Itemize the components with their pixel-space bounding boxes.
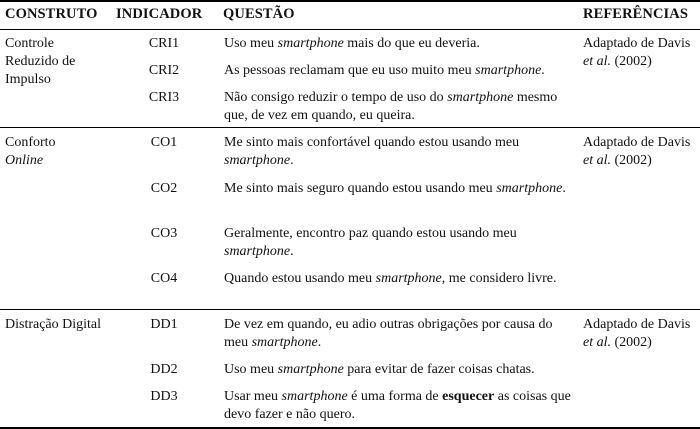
group-divider	[0, 127, 700, 128]
group-divider	[0, 309, 700, 310]
header-references: REFERÊNCIAS	[583, 6, 689, 22]
header-construct: CONSTRUTO	[5, 6, 98, 22]
question-text: Me sinto mais confortável quando estou usando meu smartphone.	[224, 135, 520, 168]
indicator-code: CO4	[150, 271, 178, 286]
question-text: Me sinto mais seguro quando estou usando meu smartphone.	[224, 181, 566, 196]
indicator-code: DD2	[150, 362, 178, 377]
indicator-code: DD3	[150, 389, 178, 404]
header-indicator: INDICADOR	[116, 6, 203, 22]
question-text: As pessoas reclamam que eu uso muito meu smartphone.	[224, 63, 545, 78]
reference-cell: Adaptado de Davis et al. (2002)	[583, 135, 691, 168]
construct-cell: Distração Digital	[5, 317, 102, 332]
indicator-code: CO1	[150, 135, 178, 150]
question-text: Não consigo reduzir o tempo de uso do smartphone mesmo que, de vez em quando, eu queira.	[224, 90, 558, 123]
question-text: Usar meu smartphone é uma forma de esquecer as coisas que devo fazer e não quero.	[224, 389, 571, 422]
indicator-code: CRI3	[148, 90, 180, 105]
question-text: Quando estou usando meu smartphone, me considero livre.	[224, 271, 557, 286]
reference-cell: Adaptado de Davis et al. (2002)	[583, 317, 691, 350]
indicator-code: CRI1	[148, 36, 180, 51]
indicator-code: CO3	[150, 226, 178, 241]
reference-cell: Adaptado de Davis et al. (2002)	[583, 36, 691, 69]
indicator-code: CO2	[150, 181, 178, 196]
question-text: Uso meu smartphone mais do que eu deveria.	[224, 36, 480, 51]
question-text: Uso meu smartphone para evitar de fazer coisas chatas.	[224, 362, 535, 377]
header-rule	[0, 29, 700, 30]
question-text: Geralmente, encontro paz quando estou usando meu smartphone.	[224, 226, 517, 259]
indicator-code: DD1	[150, 317, 178, 332]
construct-cell: Controle Reduzido de Impulso	[5, 36, 76, 87]
indicator-code: CRI2	[148, 63, 180, 78]
question-text: De vez em quando, eu adio outras obrigações por causa do meu smartphone.	[224, 317, 553, 350]
table-top-rule	[0, 0, 700, 2]
construct-cell: Conforto Online	[5, 135, 56, 168]
header-question: QUESTÃO	[223, 6, 295, 22]
